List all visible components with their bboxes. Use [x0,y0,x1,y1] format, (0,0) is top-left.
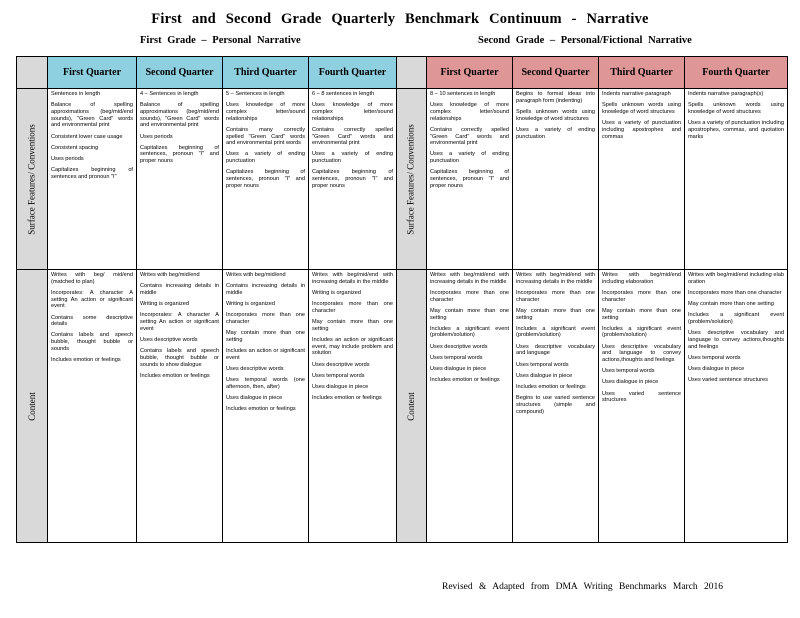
page-title: First and Second Grade Quarterly Benchmark Continuum - Narrative [151,11,649,27]
surface-criterion-item: Uses a variety of punctuation including apostrophes and commas [602,120,681,140]
content-criterion-item: Incorporates more than one character [516,289,595,303]
content-criterion-item: Uses descriptive vocabulary and language to convey actions,thoughts and feelings [688,330,784,350]
content-criterion-item: Uses temporal words [312,372,365,379]
content-criterion-item: Includes a significant event (problem/solution) [688,312,784,326]
surface-criterion-item: Spells unknown words using knowledge of word structures [688,102,784,115]
content-criterion-item: Writes with beg/ mid/end (matched to plan) [51,272,133,285]
content-criterion-item: Incorporates more than one character [312,301,393,314]
content-criterion-item: Contains labels and speech bubble, thought bubble or sounds [51,332,133,352]
grade1-surface-cell [309,89,397,270]
surface-criterion-item: Contains correctly spelled "Green Card" words and environmental print [312,126,393,147]
quarter-header-text: First Quarter [440,66,499,78]
content-label: Content [406,391,416,421]
content-criterion-item: Uses descriptive words [312,361,370,368]
grade1-surface-cell [48,89,137,270]
content-criterion-item: Includes emotion or feelings [140,372,210,379]
surface-criterion-item: Contains many correctly spelled "Green Card" words and environmental print words [226,126,305,147]
grade1-content-cell [137,270,223,543]
surface-criterion-item: Balance of spelling approximations (beg/mid/end sounds), "Green Card" words and environmental print [140,102,219,129]
grade1-content-cell [223,270,309,543]
surface-criterion-item: Contains correctly spelled "Green Card" words and environmental print [430,126,509,147]
grade2-quarter-header [599,57,685,89]
content-criterion-item: Writes with beg/mid/end including elab oration [688,272,784,285]
surface-criterion-item: Uses periods [140,133,173,140]
surface-criterion-item: Sentences in length [51,91,101,97]
grade1-surface-cell [223,89,309,270]
grade1-surface-label [17,89,48,270]
grade2-quarter-header [513,57,599,89]
content-criterion-item: Uses dialogue in piece [516,372,573,379]
surface-features-label: Surface Features/ Conventions [406,123,417,235]
content-criterion-item: Uses temporal words [688,354,741,361]
content-criterion-item: Writes with beg/mid/end with increasing details in the middle [430,272,509,285]
grade2-content-label [397,270,427,543]
benchmark-table [16,56,788,543]
surface-criterion-item: Uses a variety of punctuation including apostrophes, commas, and quotation marks [688,120,784,140]
grade2-surface-cell [427,89,513,270]
second-grade-subtitle: Second Grade – Personal/Fictional Narrative [478,35,692,46]
grade1-content-label [17,270,48,543]
content-criterion-item: May contain more than one setting [226,330,305,343]
grade2-content-cell [685,270,788,543]
surface-criterion-item: Uses a variety of ending punctuation [516,126,595,140]
content-criterion-item: Incorporates more than one character [602,289,681,303]
surface-features-label: Surface Features/ Conventions [26,123,37,235]
grade1-content-cell [309,270,397,543]
quarter-header-text: First Quarter [62,66,122,78]
content-criterion-item: Uses temporal words [602,368,655,375]
quarter-header-text: Fourth Quarter [702,66,770,78]
surface-criterion-item: Uses knowledge of more complex letter/sound relationships [312,102,393,122]
content-criterion-item: Includes emotion or feelings [430,377,500,384]
grade1-quarter-header [48,57,137,89]
grade1-quarter-header [137,57,223,89]
content-criterion-item: Includes emotion or feelings [312,395,382,402]
content-criterion-item: Writes with beg/mid/end [226,272,286,278]
content-criterion-item: Writing is organized [312,289,362,296]
content-criterion-item: Begins to use varied sentence structures (simple and compound) [516,395,595,415]
surface-criterion-item: Uses a variety of ending punctuation [226,151,305,165]
content-criterion-item: Writes with beg/mid/end including elaboration [602,272,681,285]
content-criterion-item: Incorporates more than one character [430,289,509,303]
surface-criterion-item: Capitalizes beginning of sentences, pronoun "I" and proper nouns [430,169,509,189]
surface-criterion-item: 4 – Sentences in length [140,91,199,97]
surface-criterion-item: Capitalizes beginning of sentences and pronoun "I" [51,167,133,180]
grade1-surface-cell [137,89,223,270]
content-criterion-item: Writing is organized [140,301,190,308]
content-criterion-item: Incorporates: A character A setting An action or significant event [51,289,133,310]
grade2-label-header [397,57,427,89]
grade2-content-cell [599,270,685,543]
content-criterion-item: Contains labels and speech bubble, thought bubble or sounds to show dialogue [140,348,219,368]
surface-criterion-item: Capitalizes beginning of sentences, pronoun "I" and proper nouns [312,169,393,189]
surface-criterion-item: Uses knowledge of more complex letter/sound relationships [430,102,509,122]
content-criterion-item: Contains some descriptive details [51,314,133,328]
content-criterion-item: Writing is organized [226,301,276,308]
content-criterion-item: Uses descriptive words [140,336,198,343]
content-label: Content [26,391,37,421]
surface-criterion-item: Consistent lower case usage [51,133,123,140]
content-criterion-item: Uses dialogue in piece [688,366,745,373]
content-criterion-item: Includes an action or significant event, may include problem and solution [312,336,393,357]
content-criterion-item: May contain more than one setting [430,307,509,321]
grade2-surface-label [397,89,427,270]
grade2-surface-cell [685,89,788,270]
surface-criterion-item: Uses knowledge of more complex letter/sound relationships [226,102,305,122]
footer-credit: Revised & Adapted from DMA Writing Benchmarks March 2016 [442,582,724,592]
grade1-label-header [17,57,48,89]
grade2-surface-cell [513,89,599,270]
surface-criterion-item: Capitalizes beginning of sentences, pronoun "I" and proper nouns [226,169,305,189]
content-criterion-item: Uses temporal words [516,361,569,368]
grade2-surface-cell [599,89,685,270]
quarter-header-text: Second Quarter [521,66,590,78]
content-criterion-item: Contains increasing details in middle [226,283,305,296]
quarter-header-text: Second Quarter [145,66,214,78]
content-criterion-item: Uses dialogue in piece [312,383,369,390]
content-criterion-item: May contain more than one setting [688,301,774,308]
content-criterion-item: May contain more than one setting [602,307,681,321]
surface-criterion-item: Begins to format ideas into paragraph form (indenting) [516,91,595,104]
content-criterion-item: Uses varied sentence structures [602,390,681,404]
surface-criterion-item: 8 – 10 sentences in length [430,91,496,97]
content-criterion-item: Includes an action or significant event [226,348,305,361]
content-criterion-item: Uses varied sentence structures [688,377,768,384]
content-criterion-item: Includes a significant event (problem/solution) [516,325,595,339]
content-criterion-item: Writes with beg/mid/end with increasing details in the middle [312,272,393,285]
surface-criterion-item: Balance of spelling approximations (beg/mid/end sounds), "Green Card" words and environmental print [51,102,133,129]
surface-criterion-item: Indents narrative paragraph [602,91,671,97]
quarter-header-text: Third Quarter [234,66,297,78]
content-criterion-item: Includes emotion or feelings [51,357,121,364]
grade1-quarter-header [309,57,397,89]
content-criterion-item: Uses temporal words (one afternoon, then, after) [226,377,305,390]
surface-criterion-item: Spells unknown words using knowledge of word structures [602,102,681,115]
content-criterion-item: Uses dialogue in piece [430,366,487,373]
grade1-quarter-header [223,57,309,89]
surface-criterion-item: 6 – 8 sentences in length [312,91,375,97]
surface-criterion-item: Spells unknown words using knowledge of word structures [516,108,595,122]
first-grade-subtitle: First Grade – Personal Narrative [140,35,301,46]
surface-criterion-item: Capitalizes beginning of sentences, pronoun "I" and proper nouns [140,144,219,165]
surface-criterion-item: Uses periods [51,155,84,162]
content-criterion-item: Includes emotion or feelings [516,383,586,390]
content-criterion-item: Includes emotion or feelings [226,406,296,413]
surface-criterion-item: Uses a variety of ending punctuation [430,151,509,165]
content-criterion-item: Uses descriptive vocabulary and language [516,343,595,357]
surface-criterion-item: Consistent spacing [51,144,99,151]
content-criterion-item: Writes with beg/mid/end [140,272,200,278]
grade2-content-cell [427,270,513,543]
content-criterion-item: Incorporates more than one character [688,289,782,296]
content-criterion-item: Contains increasing details in middle [140,283,219,296]
quarter-header-text: Third Quarter [610,66,673,78]
grade1-content-cell [48,270,137,543]
content-criterion-item: Incorporates more than one character [226,312,305,326]
content-criterion-item: Uses dialogue in piece [226,395,283,402]
content-criterion-item: Uses temporal words [430,354,483,361]
surface-criterion-item: Uses a variety of ending punctuation [312,151,393,165]
content-criterion-item: Writes with beg/mid/end with increasing details in the middle [516,272,595,285]
content-criterion-item: Uses descriptive vocabulary and language to convey actions,thoughts and feelings [602,343,681,364]
content-criterion-item: May contain more than one setting [516,307,595,321]
content-criterion-item: Includes a significant event (problem/solution) [430,325,509,339]
grade2-quarter-header [427,57,513,89]
grade2-content-cell [513,270,599,543]
surface-criterion-item: Indents narrative paragraph(s) [688,91,764,97]
content-criterion-item: Uses dialogue in piece [602,379,659,386]
content-criterion-item: Uses descriptive words [226,366,284,373]
quarter-header-text: Fourth Quarter [318,66,387,78]
content-criterion-item: Includes a significant event (problem/solution) [602,325,681,339]
surface-criterion-item: 5 – Sentences in length [226,91,285,97]
grade2-quarter-header [685,57,788,89]
content-criterion-item: Uses descriptive words [430,343,488,350]
content-criterion-item: Incorporates: A character A setting An action or significant event [140,312,219,332]
content-criterion-item: May contain more than one setting [312,319,393,332]
